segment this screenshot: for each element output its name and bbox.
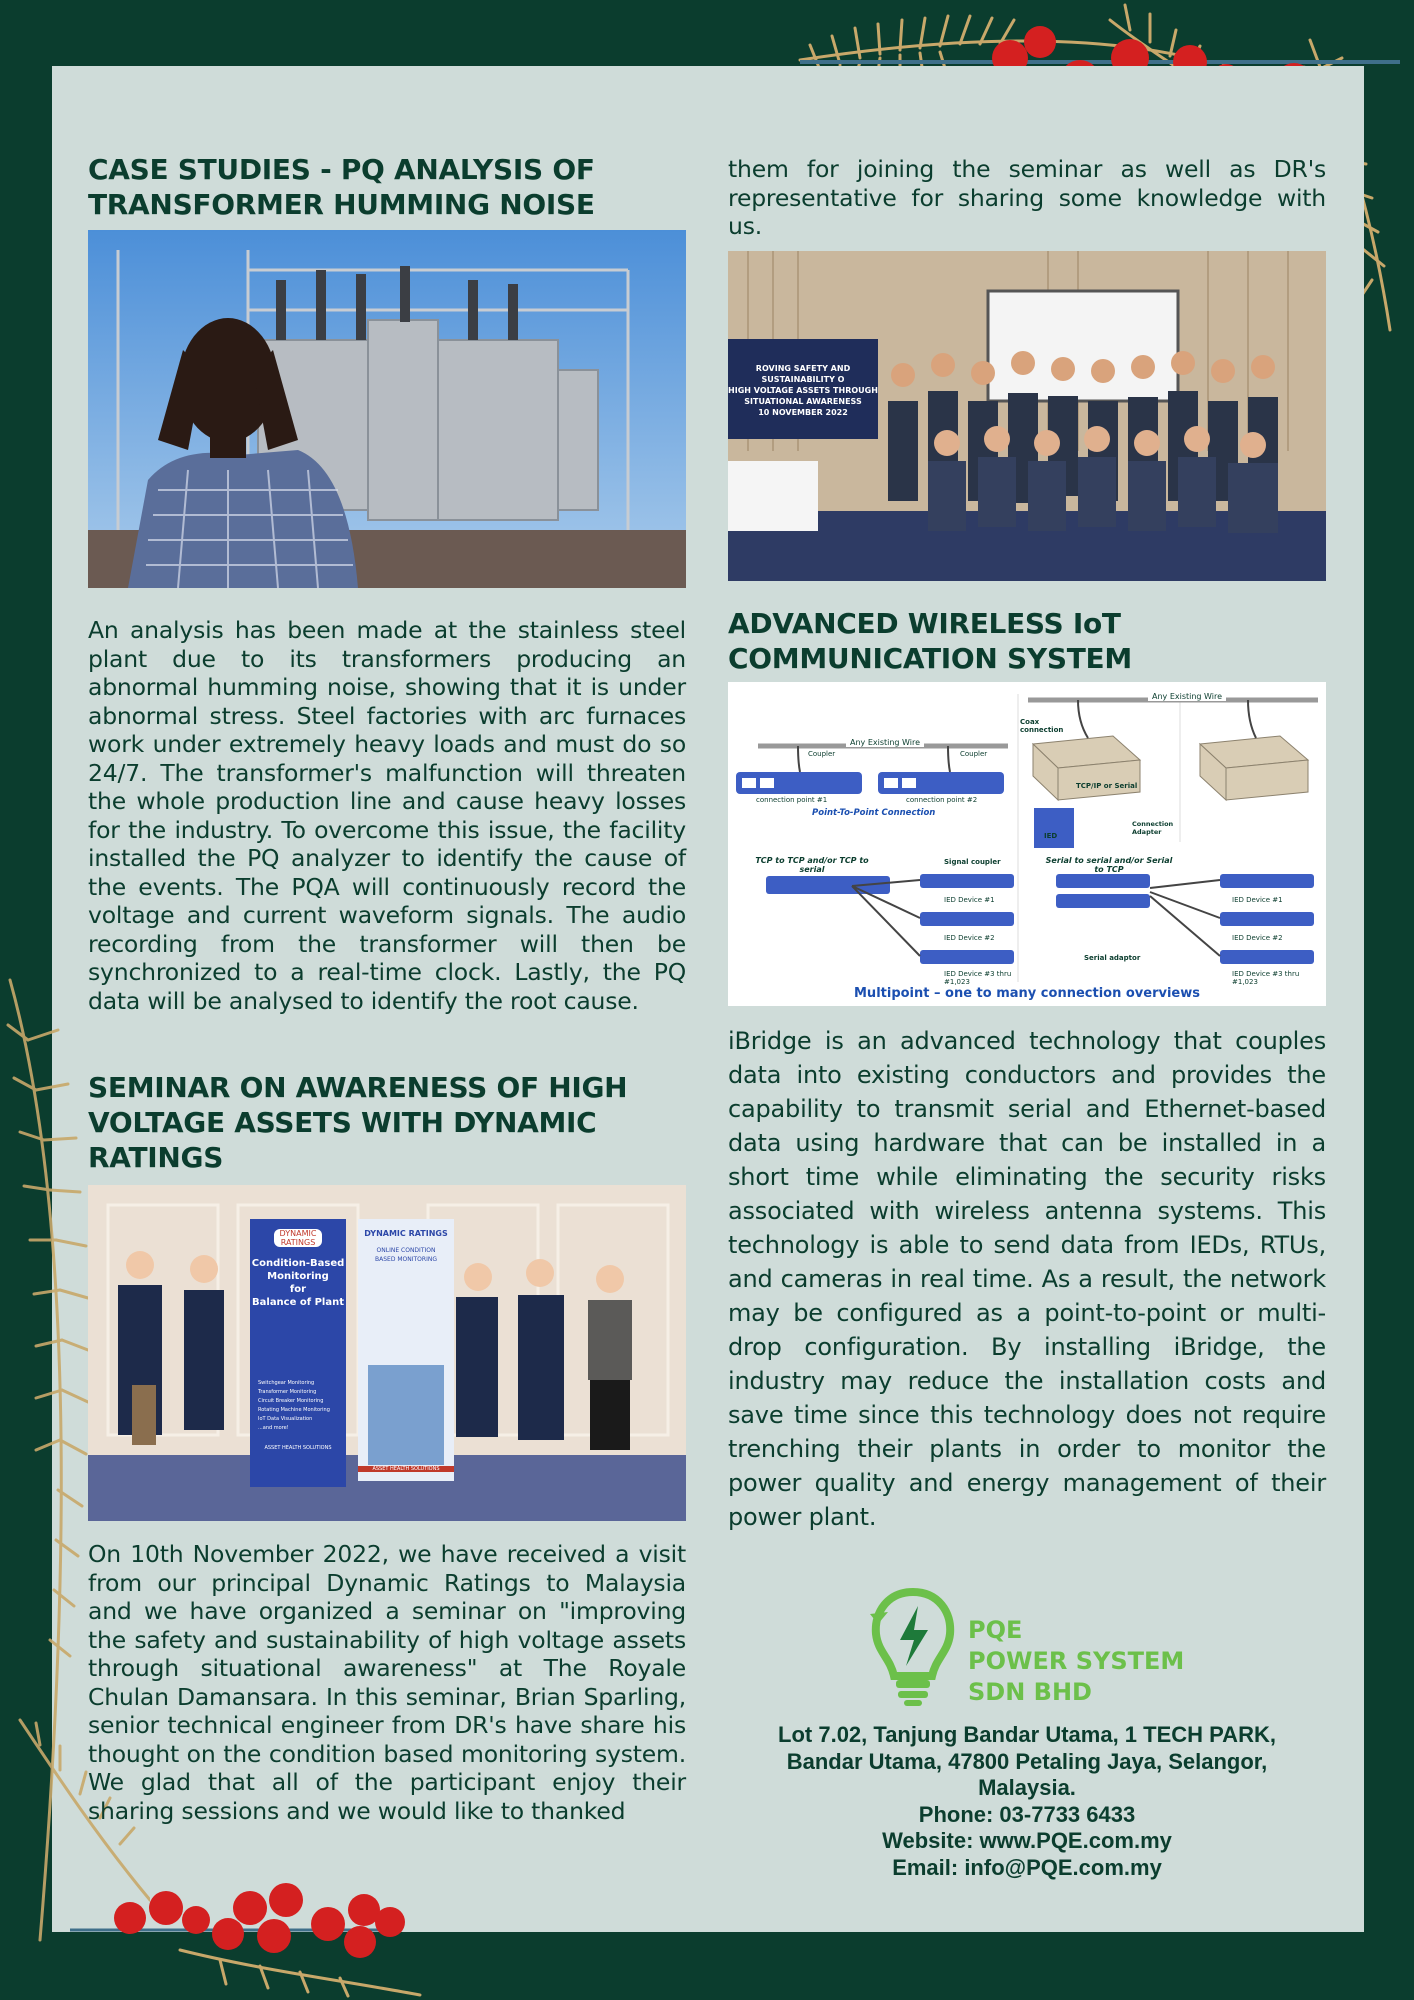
ied-device-2-label-right: IED Device #2 xyxy=(1232,934,1283,942)
banner-1-logo: DYNAMIC RATINGS xyxy=(274,1229,322,1247)
banner-1-footer: ASSET HEALTH SOLUTIONS xyxy=(264,1445,332,1451)
tcpip-label: TCP/IP or Serial xyxy=(1076,782,1138,790)
banner-1-list-item: Switchgear Monitoring xyxy=(258,1380,315,1386)
company-name xyxy=(968,1615,1184,1708)
address-line-1: Lot 7.02, Tanjung Bandar Utama, 1 TECH PARK, xyxy=(778,1722,1276,1747)
address-line-3: Malaysia. xyxy=(978,1775,1076,1800)
seminar-body-continued: them for joining the seminar as well as DR's representative for sharing some knowledge with us. xyxy=(728,155,1326,240)
email-link[interactable]: Email: info@PQE.com.my xyxy=(892,1854,1162,1880)
ied-device-3-label: IED Device #3 thru #1,023 xyxy=(944,970,1012,986)
banner-1-list-item: Circuit Breaker Monitoring xyxy=(258,1398,324,1404)
banner-1-list-item: Transformer Monitoring xyxy=(258,1389,317,1395)
banner-1-list xyxy=(258,1379,346,1433)
screen-line-4: 10 NOVEMBER 2022 xyxy=(758,408,848,417)
screen-line-1: ROVING SAFETY AND SUSTAINABILITY O xyxy=(755,364,851,384)
seminar-screen-text xyxy=(728,363,878,418)
connection-adapter-label: Connection Adapter xyxy=(1132,820,1174,836)
any-existing-wire-label-2: Any Existing Wire xyxy=(1148,692,1226,701)
connection-point-1-label: connection point #1 xyxy=(756,796,828,804)
company-name-line-2: POWER SYSTEM xyxy=(968,1647,1185,1675)
phone: Phone: 03-7733 6433 xyxy=(918,1801,1136,1827)
ied-device-1-label-right: IED Device #1 xyxy=(1232,896,1283,904)
seminar-group-photo xyxy=(88,1185,686,1521)
banner-1 xyxy=(250,1229,346,1451)
screen-line-2: HIGH VOLTAGE ASSETS THROUGH xyxy=(728,386,878,395)
banner-1-list-item: ...and more! xyxy=(258,1425,289,1431)
pqe-lightbulb-logo-icon xyxy=(868,1584,958,1708)
banner-2-logo: DYNAMIC RATINGS xyxy=(364,1229,448,1238)
ied-label: IED xyxy=(1044,832,1058,840)
connection-point-2-label: connection point #2 xyxy=(906,796,978,804)
coupler-label-2: Coupler xyxy=(960,750,988,758)
coupler-label-1: Coupler xyxy=(808,750,836,758)
iot-body: iBridge is an advanced technology that couples data into existing conductors and provides the capability to transmit serial and Ethernet-based data using hardware that can be installed in a short time while eliminating the security risks associated with wireless antenna systems. This technology is able to send data from IEDs, RTUs, and cameras in real time. As a result, the network may be configured as a point-to-point or multi-drop configuration. By installing iBridge, the industry may reduce the installation costs and save time since this technology does not require trenching their plants in order to monitor the power quality and energy management of their power plant. xyxy=(728,1027,1326,1531)
banner-1-line-3: for xyxy=(289,1284,307,1295)
transformer-photo xyxy=(88,230,686,588)
coax-connection-label: Coax connection xyxy=(1020,718,1064,734)
banner-1-line-2: Monitoring xyxy=(267,1271,329,1282)
iot-heading: ADVANCED WIRELESS IoT COMMUNICATION SYSTEM xyxy=(728,607,1132,675)
seminar-heading: SEMINAR ON AWARENESS OF HIGH VOLTAGE ASSETS WITH DYNAMIC RATINGS xyxy=(88,1071,628,1174)
banner-2-footer: ASSET HEALTH SOLUTIONS xyxy=(358,1466,454,1472)
company-contact xyxy=(728,1722,1326,1881)
serial-to-serial-label: Serial to serial and/or Serial to TCP xyxy=(1045,856,1173,874)
ied-device-2-label: IED Device #2 xyxy=(944,934,995,942)
banner-2 xyxy=(358,1229,454,1472)
transformer-illustration xyxy=(88,230,686,588)
case-study-body: An analysis has been made at the stainless steel plant due to its transformers producing an abnormal humming noise, showing that it is under abnormal stress. Steel factories with arc furnaces work under extremely heavy loads and must do so 24/7. The transformer's malfunction will threaten the whole production line and cause heavy losses for the industry. To overcome this issue, the facility installed the PQ analyzer to identify the cause of the events. The PQA will continuously record the voltage and current waveform signals. The audio recording from the transformer will then be synchronized to a real-time clock. Lastly, the PQ data will be analysed to identify the root cause. xyxy=(88,616,686,1015)
ied-device-3-label-right: IED Device #3 thru #1,023 xyxy=(1232,970,1300,986)
point-to-point-label: Point-To-Point Connection xyxy=(812,808,936,818)
serial-adaptor-label: Serial adaptor xyxy=(1084,954,1141,962)
signal-coupler-label: Signal coupler xyxy=(944,858,1001,866)
banner-2-line-1: ONLINE CONDITION xyxy=(376,1247,436,1254)
address-line-2: Bandar Utama, 47800 Petaling Jaya, Selangor, xyxy=(786,1748,1268,1774)
website-link[interactable]: Website: www.PQE.com.my xyxy=(882,1828,1172,1853)
screen-line-3: SITUATIONAL AWARENESS xyxy=(744,397,862,406)
ied-device-1-label: IED Device #1 xyxy=(944,896,995,904)
banner-1-list-item: IoT Data Visualization xyxy=(258,1416,313,1422)
ibridge-diagram xyxy=(728,682,1326,1006)
seminar-participants-photo xyxy=(728,251,1326,581)
seminar-body: On 10th November 2022, we have received a visit from our principal Dynamic Ratings to Malaysia and we have organized a seminar on "improving the safety and sustainability of high voltage assets through situational awareness" at The Royale Chulan Damansara. In this seminar, Brian Sparling, senior technical engineer from DR's have share his thought on the condition based monitoring system. We glad that all of the participant enjoy their sharing sessions and we would like to thanked xyxy=(88,1540,686,1825)
any-existing-wire-label-1: Any Existing Wire xyxy=(846,738,924,747)
company-name-line-3: SDN BHD xyxy=(968,1678,1092,1706)
banner-1-line-4: Balance of Plant xyxy=(252,1297,344,1308)
banner-2-line-2: BASED MONITORING xyxy=(375,1256,437,1263)
multipoint-caption: Multipoint – one to many connection overviews xyxy=(854,986,1200,1001)
bottom-left-berries-decoration xyxy=(60,1860,440,2000)
banner-1-list-item: Rotating Machine Monitoring xyxy=(258,1407,330,1413)
banner-1-line-1: Condition-Based xyxy=(251,1258,345,1269)
tcp-to-tcp-label: TCP to TCP and/or TCP to serial xyxy=(755,856,869,874)
case-study-heading: CASE STUDIES - PQ ANALYSIS OF TRANSFORMER HUMMING NOISE xyxy=(88,153,595,221)
company-name-line-1: PQE xyxy=(968,1616,1023,1644)
